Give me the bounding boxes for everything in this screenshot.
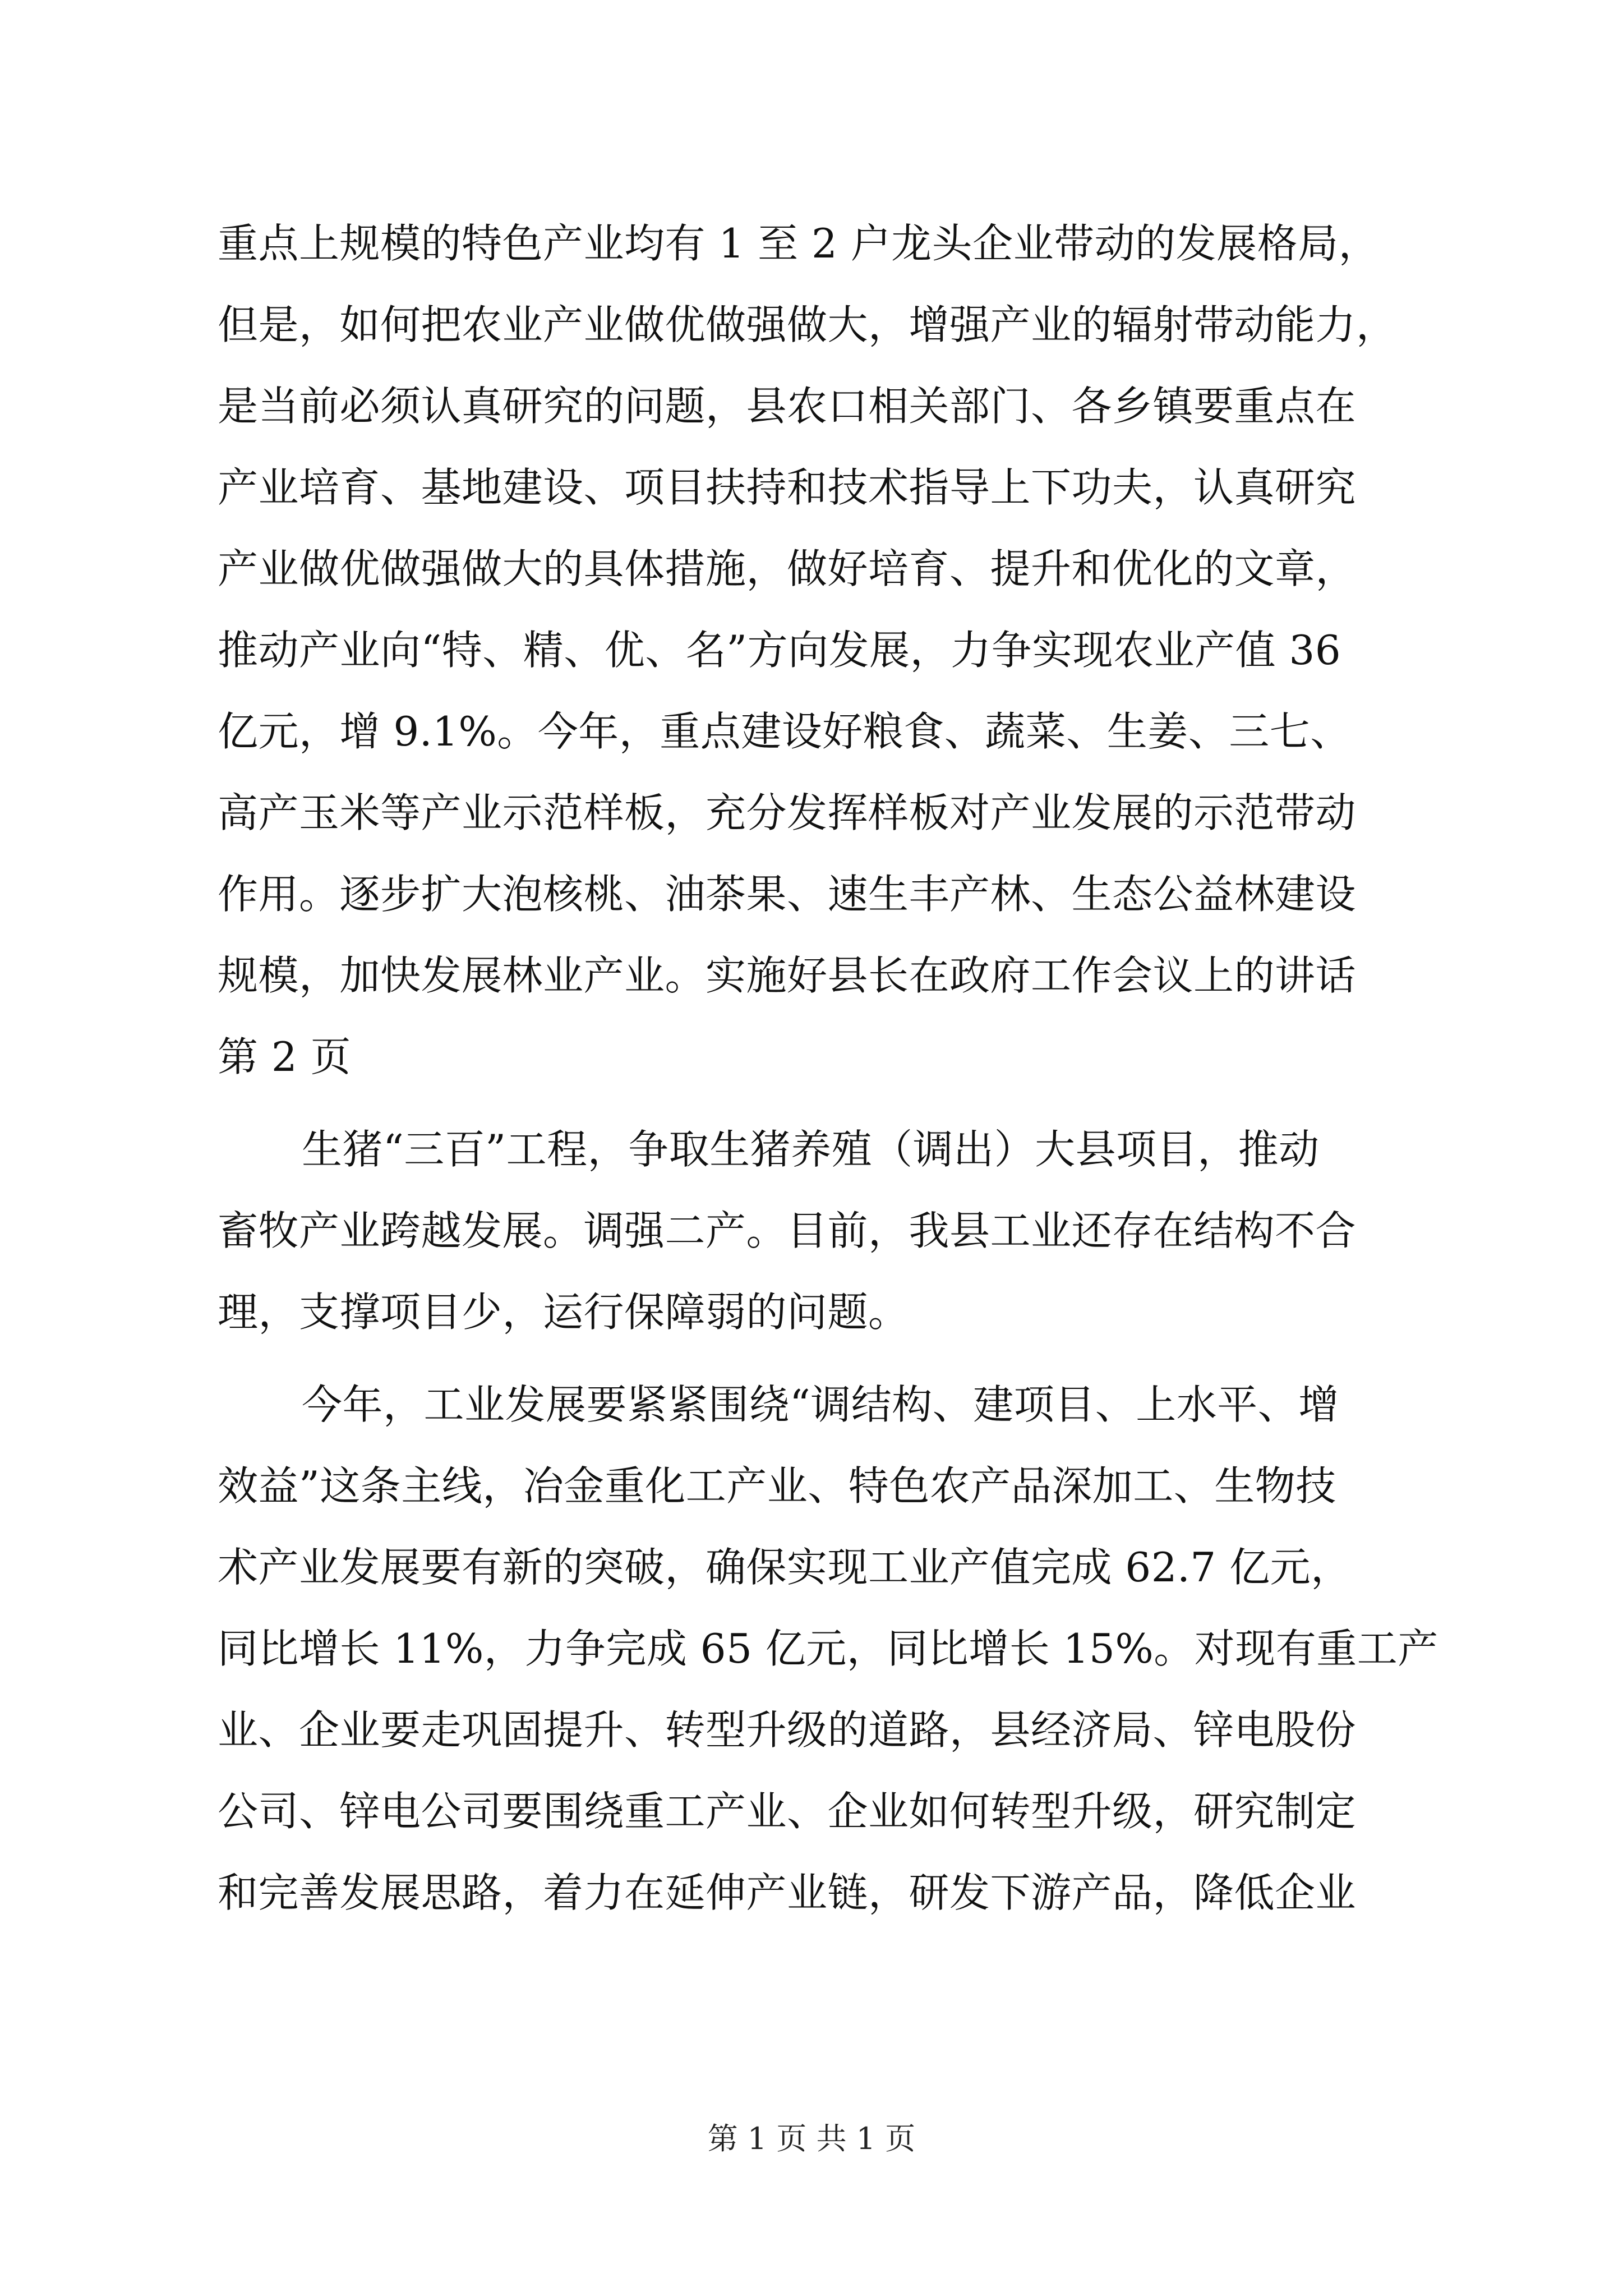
document-body: [218, 203, 1468, 1934]
text-line: 生猪“三百”工程，争取生猪养殖（调出）大县项目，推动: [302, 1126, 1320, 1173]
paragraph-2: [218, 1109, 1468, 1353]
text-line: 业、企业要走巩固提升、转型升级的道路，县经济局、锌电股份: [218, 1706, 1357, 1754]
text-line: 术产业发展要有新的突破，确保实现工业产值完成 62.7 亿元，: [218, 1544, 1352, 1591]
page-number: 第 1 页 共 1 页: [707, 2121, 916, 2156]
inline-page-marker: 第 2 页: [218, 1033, 352, 1080]
paragraph-3: [218, 1364, 1468, 1934]
text-line: 效益”这条主线，冶金重化工产业、特色农产品深加工、生物技: [218, 1462, 1336, 1510]
text-line: 亿元，增 9.1%。今年，重点建设好粮食、蔬菜、生姜、三七、: [218, 708, 1351, 755]
text-line: 重点上规模的特色产业均有 1 至 2 户龙头企业带动的发展格局，: [218, 220, 1380, 267]
text-line: 畜牧产业跨越发展。调强二产。目前，我县工业还存在结构不合: [218, 1207, 1357, 1254]
text-line: 规模，加快发展林业产业。实施好县长在政府工作会议上的讲话: [218, 952, 1357, 999]
text-line: 推动产业向“特、精、优、名”方向发展，力争实现农业产值 36: [218, 627, 1341, 674]
text-line: 作用。逐步扩大泡核桃、油茶果、速生丰产林、生态公益林建设: [218, 871, 1357, 918]
text-line: 公司、锌电公司要围绕重工产业、企业如何转型升级，研究制定: [218, 1788, 1357, 1835]
page-footer: [0, 2119, 1623, 2159]
text-line: 是当前必须认真研究的问题，县农口相关部门、各乡镇要重点在: [218, 383, 1357, 430]
text-line: 但是，如何把农业产业做优做强做大，增强产业的辐射带动能力，: [218, 301, 1397, 348]
text-line: 产业培育、基地建设、项目扶持和技术指导上下功夫，认真研究: [218, 464, 1357, 511]
text-line: 同比增长 11%，力争完成 65 亿元，同比增长 15%。对现有重工产: [218, 1625, 1438, 1672]
paragraph-1: [218, 203, 1468, 1098]
text-line: 和完善发展思路，着力在延伸产业链，研发下游产品，降低企业: [218, 1869, 1357, 1916]
text-line: 理，支撑项目少，运行保障弱的问题。: [218, 1289, 909, 1336]
text-line: 今年，工业发展要紧紧围绕“调结构、建项目、上水平、增: [302, 1381, 1339, 1428]
text-line: 高产玉米等产业示范样板，充分发挥样板对产业发展的示范带动: [218, 789, 1357, 836]
text-line: 产业做优做强做大的具体措施，做好培育、提升和优化的文章，: [218, 545, 1357, 592]
